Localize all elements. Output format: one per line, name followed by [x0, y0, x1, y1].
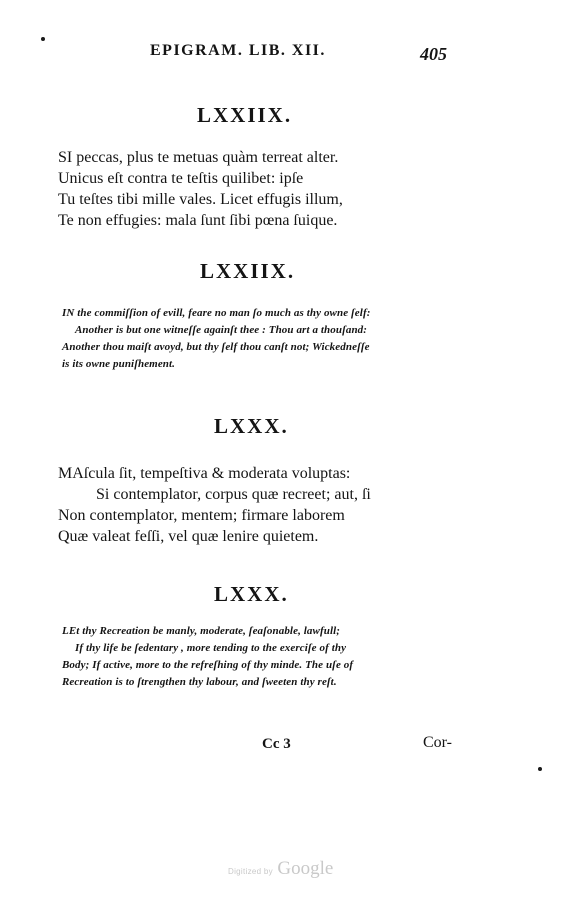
translation-line: Recreation is to ſtrengthen thy labour, and ſweeten thy reſt. — [62, 676, 337, 688]
latin-verse — [58, 463, 371, 547]
translation-line: LEt thy Recreation be manly, moderate, ſeaſonable, lawfull; — [62, 625, 341, 637]
translation-line: IN the commiſſion of evill, feare no man ſo much as thy owne ſelf: — [62, 307, 371, 319]
epigram-numeral: LXXX. — [214, 582, 289, 606]
verse-line: Tu teſtes tibi mille vales. Licet effugis illum, — [58, 191, 343, 208]
translation-line: is its owne puniſhement. — [62, 358, 176, 370]
signature-mark: Cc 3 — [262, 736, 291, 752]
translation-line: Another is but one witneſſe againſt thee : Thou art a thouſand: — [75, 324, 368, 336]
epigram-numeral: LXXX. — [214, 414, 289, 438]
translation-line: Another thou maiſt avoyd, but thy ſelf thou canſt not; Wickedneſſe — [62, 341, 370, 353]
verse-line: SI peccas, plus te metuas quàm terreat alter. — [58, 149, 339, 166]
page-number: 405 — [420, 44, 447, 64]
verse-line: Non contemplator, mentem; firmare laborem — [58, 507, 345, 524]
digitization-watermark — [228, 858, 333, 880]
verse-line: Unicus eſt contra te teſtis quilibet: ipſe — [58, 170, 304, 187]
latin-verse — [58, 147, 343, 231]
epigram-numeral: LXXIIX. — [200, 259, 296, 283]
translation-line: If thy life be ſedentary , more tending to the exerciſe of thy — [75, 642, 347, 654]
watermark-brand: Google — [277, 858, 334, 879]
verse-line: Si contemplator, corpus quæ recreet; aut, ſi — [96, 486, 371, 503]
epigram-numeral: LXXIIX. — [197, 103, 293, 127]
verse-line: Te non effugies: mala ſunt ſibi pœna ſuique. — [58, 212, 338, 229]
watermark-prefix: Digitized by — [228, 867, 273, 876]
ink-speck — [538, 767, 542, 771]
ink-speck — [41, 37, 45, 41]
verse-line: Quæ valeat feſſi, vel quæ lenire quietem. — [58, 528, 319, 545]
english-translation — [62, 305, 370, 373]
english-translation — [62, 623, 353, 691]
verse-line: MAſcula ſit, tempeſtiva & moderata voluptas: — [58, 465, 351, 482]
catchword: Cor- — [423, 734, 453, 751]
running-title: EPIGRAM. LIB. XII. — [150, 42, 326, 59]
translation-line: Body; If active, more to the refreſhing of thy minde. The uſe of — [62, 659, 354, 671]
